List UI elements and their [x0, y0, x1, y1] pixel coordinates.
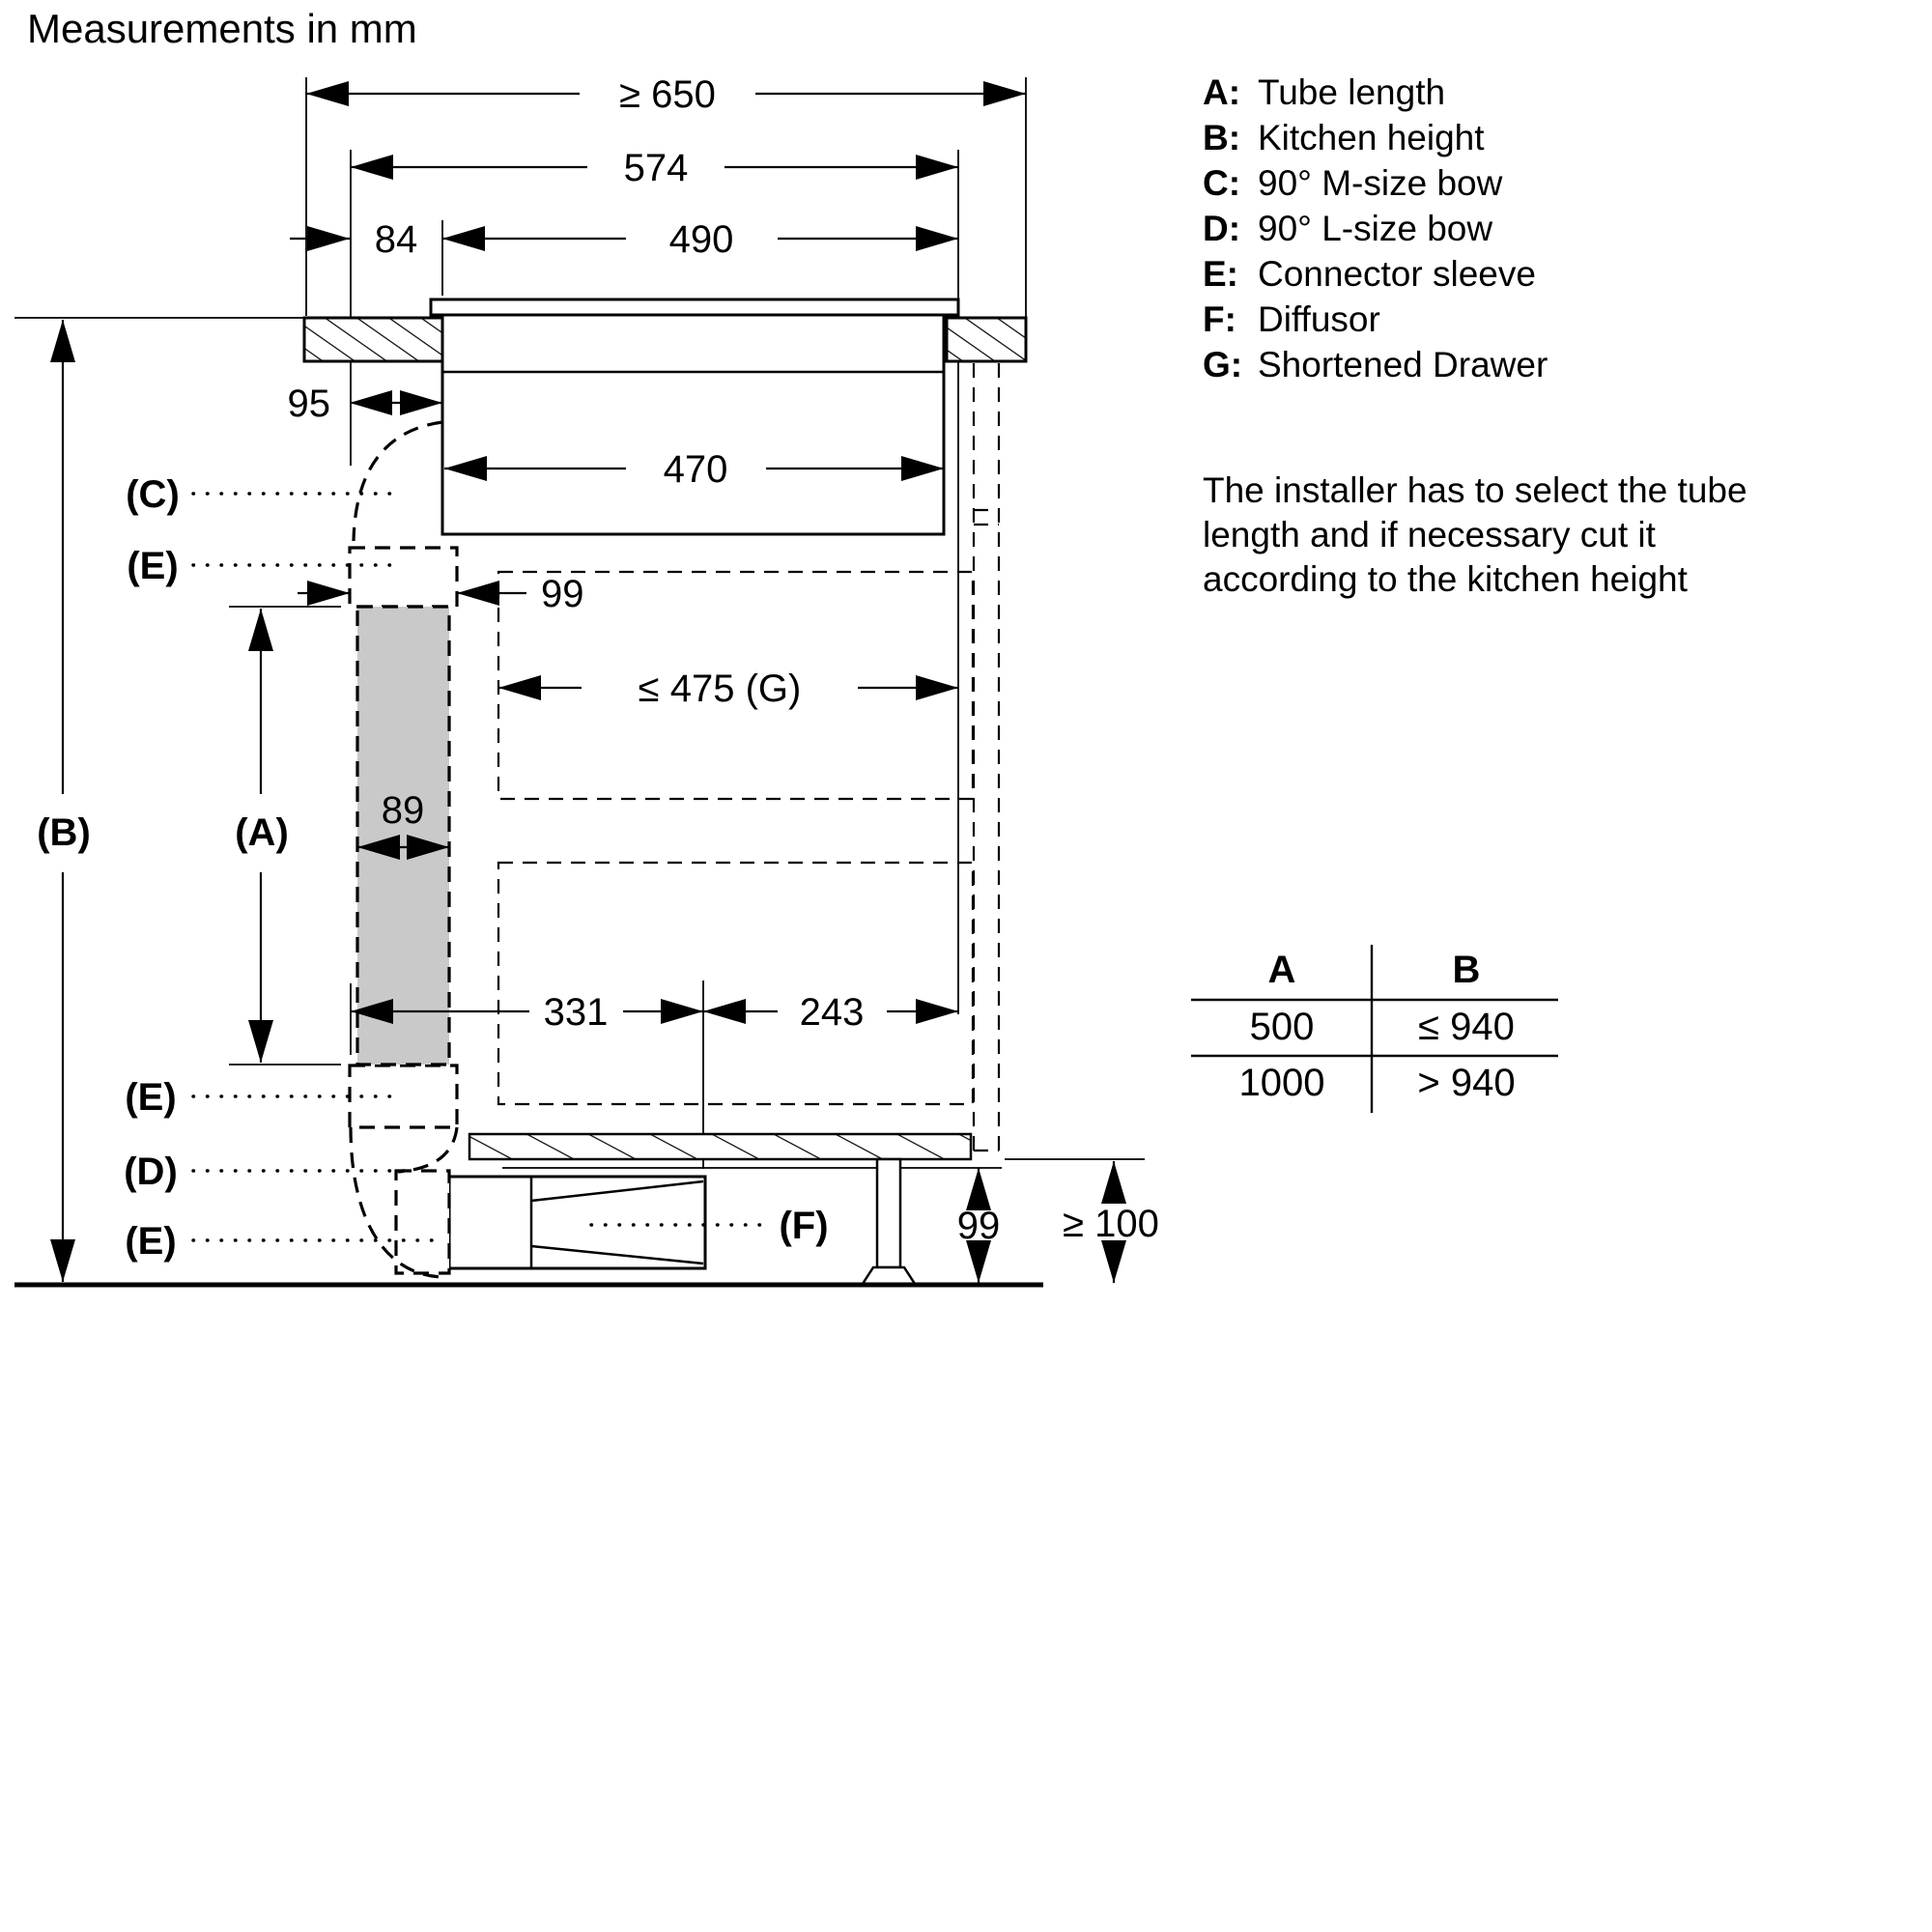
dimension-475-g — [498, 668, 958, 710]
svg-text:≥ 650: ≥ 650 — [619, 73, 716, 116]
legend-label: Diffusor — [1258, 299, 1380, 339]
svg-text:(A): (A) — [235, 811, 289, 854]
legend-key: E: — [1203, 254, 1238, 294]
legend-key: G: — [1203, 345, 1243, 384]
countertop-left — [304, 318, 442, 361]
legend-key: A: — [1203, 72, 1241, 112]
drawer-lower — [498, 863, 973, 1104]
legend-key: F: — [1203, 299, 1236, 339]
svg-text:89: 89 — [381, 789, 425, 832]
svg-text:≤ 475 (G): ≤ 475 (G) — [638, 668, 802, 710]
dimension-650 — [306, 73, 1026, 116]
note-line-2: length and if necessary cut it — [1203, 515, 1656, 554]
legend-label: 90° M-size bow — [1258, 163, 1503, 203]
legend-label: Connector sleeve — [1258, 254, 1536, 294]
legend-key: C: — [1203, 163, 1241, 203]
table-cell-b2: > 940 — [1417, 1062, 1516, 1104]
callout-d: (D) — [124, 1151, 178, 1193]
table-cell-a2: 1000 — [1238, 1062, 1325, 1104]
svg-text:84: 84 — [374, 218, 418, 261]
cabinet-bottom-panel — [469, 1134, 971, 1159]
table-cell-b1: ≤ 940 — [1418, 1006, 1515, 1048]
countertop-right — [947, 318, 1026, 361]
note-line-3: according to the kitchen height — [1203, 559, 1688, 599]
svg-text:331: 331 — [543, 991, 609, 1034]
svg-text:490: 490 — [668, 218, 734, 261]
callout-f: (F) — [779, 1205, 829, 1247]
hob-glass-plate — [431, 299, 958, 315]
diagram-title: Measurements in mm — [27, 6, 417, 51]
installer-note — [1203, 470, 1747, 599]
svg-text:574: 574 — [623, 147, 689, 189]
svg-text:99: 99 — [541, 573, 584, 615]
legend-key: B: — [1203, 118, 1241, 157]
tube — [357, 607, 449, 1065]
dimension-243 — [703, 991, 958, 1034]
callout-leaders — [193, 494, 763, 1240]
table-header-b: B — [1452, 949, 1481, 991]
plinth-foot — [863, 1159, 915, 1284]
connector-sleeve-top — [350, 548, 457, 607]
diffusor — [449, 1177, 705, 1268]
table-header-a: A — [1267, 949, 1296, 991]
svg-text:95: 95 — [287, 383, 330, 425]
svg-text:(B): (B) — [37, 811, 91, 854]
callout-c: (C) — [126, 473, 180, 516]
legend-label: 90° L-size bow — [1258, 209, 1493, 248]
right-duct-chimney — [974, 363, 999, 1151]
table-cell-a1: 500 — [1249, 1006, 1315, 1048]
bow-m-size — [354, 422, 442, 541]
dimension-b — [37, 320, 91, 1282]
legend — [1203, 72, 1548, 384]
hob-body — [442, 315, 944, 534]
note-line-1: The installer has to select the tube — [1203, 470, 1747, 510]
svg-text:243: 243 — [799, 991, 865, 1034]
dimension-574 — [351, 147, 958, 189]
legend-label: Kitchen height — [1258, 118, 1485, 157]
connector-sleeve-outlet — [396, 1171, 449, 1273]
callout-e-bottom: (E) — [125, 1220, 177, 1263]
dimension-95 — [288, 383, 443, 425]
legend-label: Tube length — [1258, 72, 1446, 112]
svg-text:99: 99 — [956, 1205, 1001, 1247]
legend-key: D: — [1203, 209, 1241, 248]
bow-l-size-inner — [398, 1127, 457, 1172]
dimension-a — [235, 609, 289, 1063]
dimension-84 — [290, 218, 417, 261]
callout-e-top: (E) — [127, 545, 179, 587]
connector-sleeve-bottom — [350, 1065, 457, 1127]
callout-e-mid: (E) — [125, 1076, 177, 1119]
svg-text:470: 470 — [663, 448, 728, 491]
dimension-100 — [1063, 1161, 1159, 1283]
dimension-99-bottom — [957, 1168, 1001, 1283]
dimension-490 — [442, 218, 958, 261]
legend-label: Shortened Drawer — [1258, 345, 1548, 384]
svg-text:≥ 100: ≥ 100 — [1063, 1203, 1159, 1245]
ab-table — [1191, 945, 1558, 1113]
